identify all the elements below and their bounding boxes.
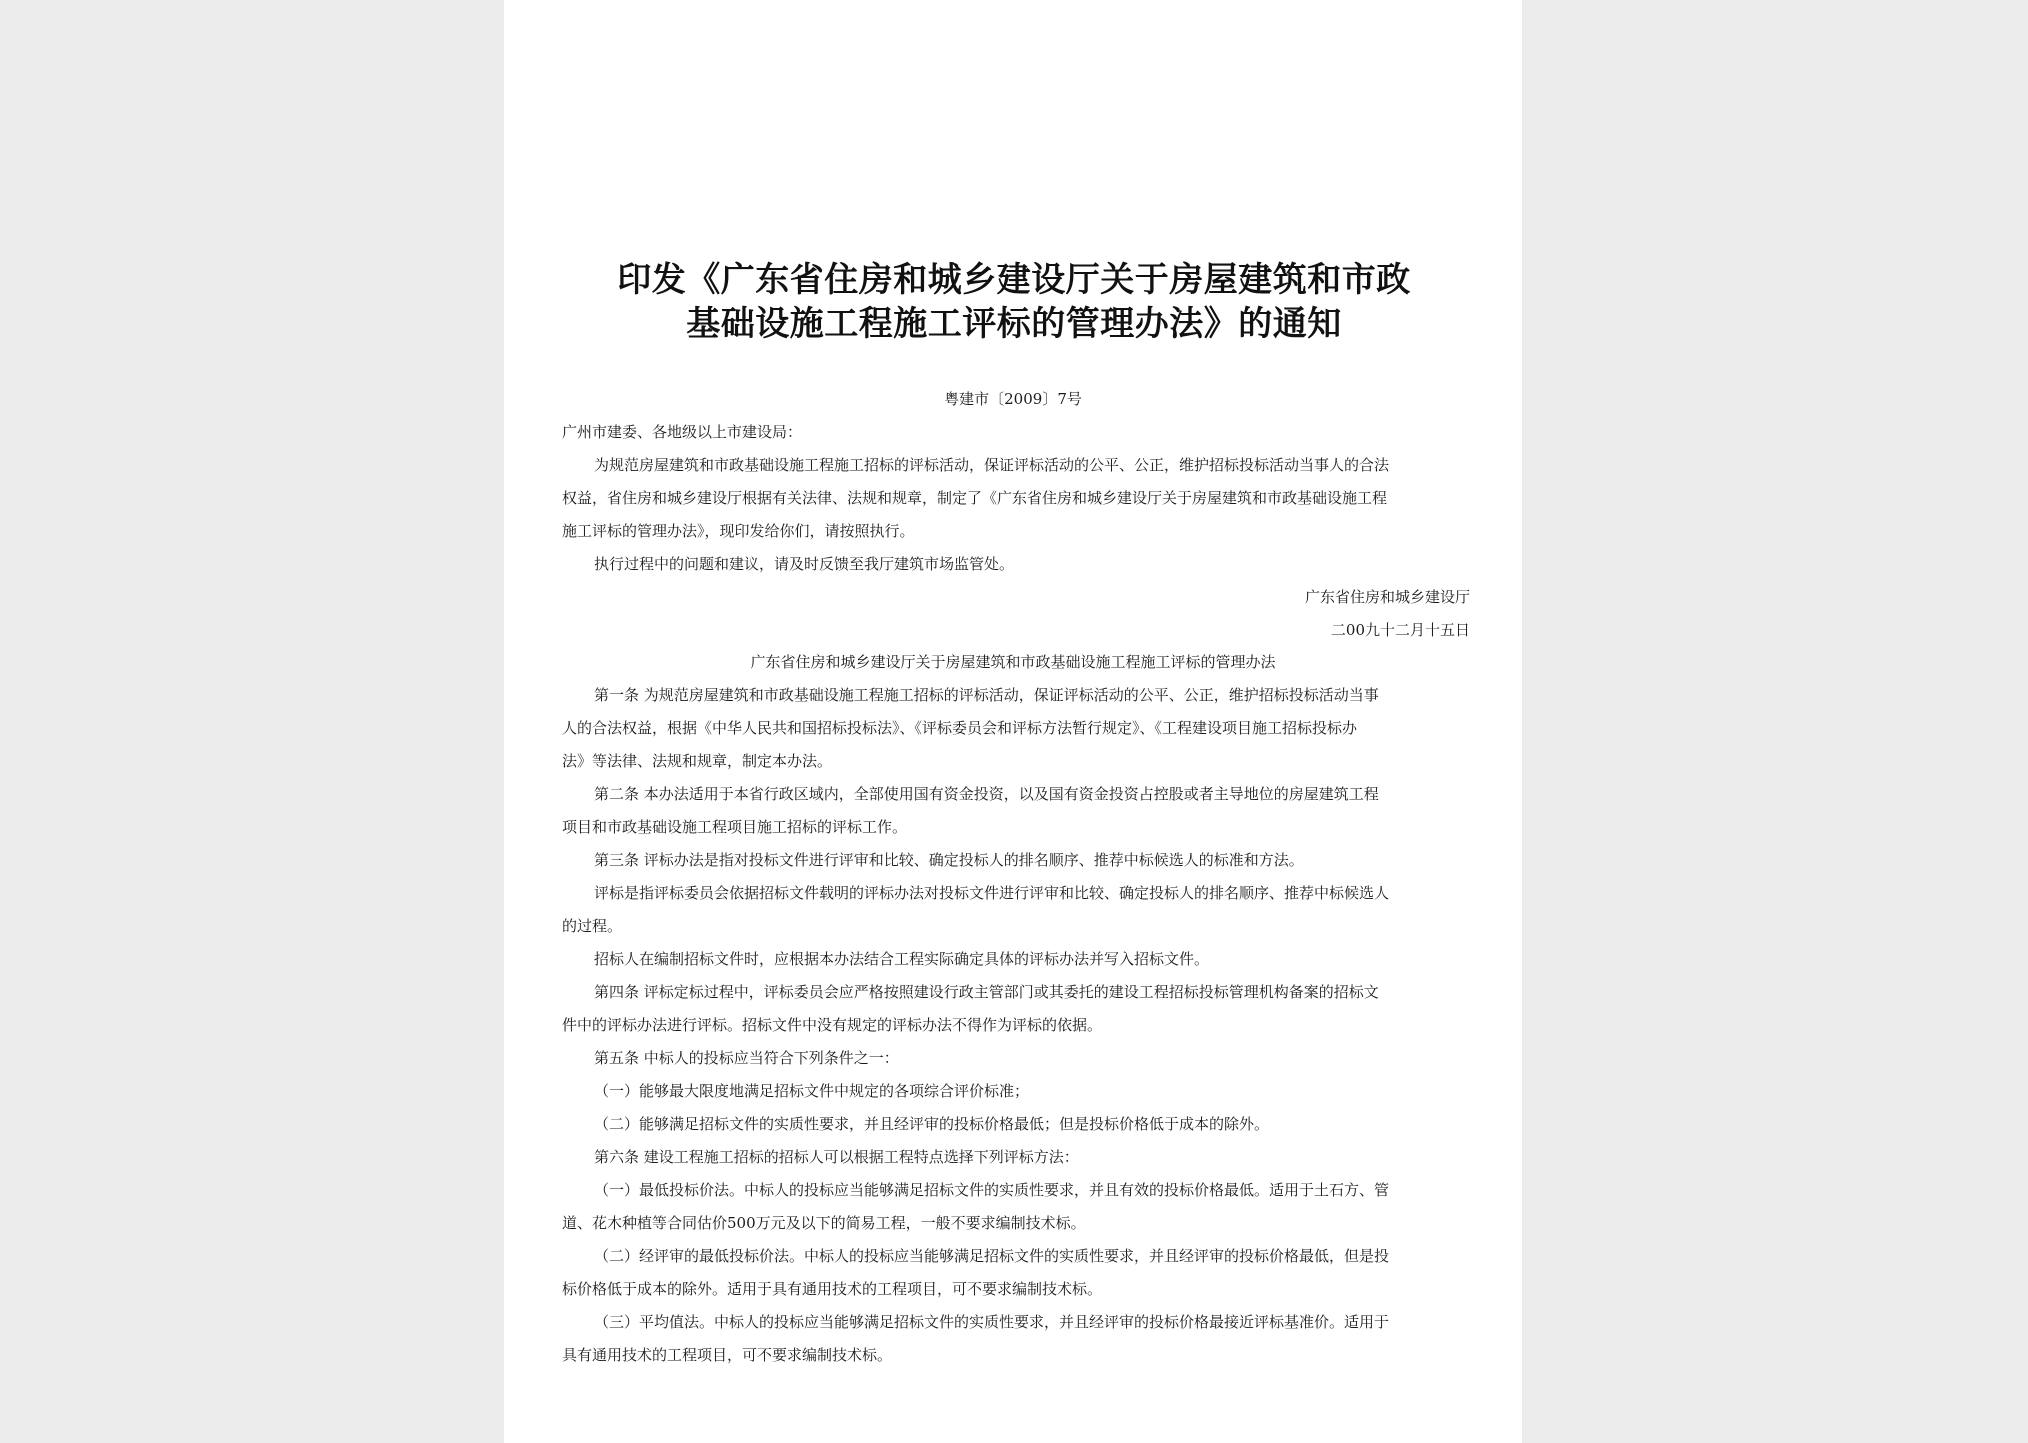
body-line: 第四条 评标定标过程中，评标委员会应严格按照建设行政主管部门或其委托的建设工程招标投标管理机构备案的招标文 xyxy=(594,983,1379,1001)
body-line: 项目和市政基础设施工程项目施工招标的评标工作。 xyxy=(562,818,908,836)
body-line: 人的合法权益，根据《中华人民共和国招标投标法》、《评标委员会和评标方法暂行规定》、《工程建设项目施工招标投标办 xyxy=(562,719,1358,737)
body-line: 第五条 中标人的投标应当符合下列条件之一： xyxy=(594,1049,899,1067)
title-line-1: 印发《广东省住房和城乡建设厅关于房屋建筑和市政 xyxy=(617,260,1411,300)
body-line: （一）最低投标价法。中标人的投标应当能够满足招标文件的实质性要求，并且有效的投标价格最低。适用于土石方、管 xyxy=(594,1181,1390,1199)
body-line: （一）能够最大限度地满足招标文件中规定的各项综合评价标准； xyxy=(594,1082,1030,1100)
body-line: 第二条 本办法适用于本省行政区域内，全部使用国有资金投资，以及国有资金投资占控股或者主导地位的房屋建筑工程 xyxy=(594,785,1379,803)
notice-line: 权益，省住房和城乡建设厅根据有关法律、法规和规章，制定了《广东省住房和城乡建设厅关于房屋建筑和市政基础设施工程 xyxy=(562,489,1388,507)
body-line: （二）能够满足招标文件的实质性要求，并且经评审的投标价格最低；但是投标价格低于成本的除外。 xyxy=(594,1115,1270,1133)
body-line: 的过程。 xyxy=(562,917,623,935)
body-line: 具有通用技术的工程项目，可不要求编制技术标。 xyxy=(562,1346,893,1364)
measures-title: 广东省住房和城乡建设厅关于房屋建筑和市政基础设施工程施工评标的管理办法 xyxy=(750,653,1276,671)
body-line: 件中的评标办法进行评标。招标文件中没有规定的评标办法不得作为评标的依据。 xyxy=(562,1016,1103,1034)
notice-line: 执行过程中的问题和建议，请及时反馈至我厅建筑市场监管处。 xyxy=(594,555,1015,573)
document-page xyxy=(504,0,1522,1443)
body-line: （二）经评审的最低投标价法。中标人的投标应当能够满足招标文件的实质性要求，并且经评审的投标价格最低，但是投 xyxy=(594,1247,1390,1265)
body-line: 评标是指评标委员会依据招标文件载明的评标办法对投标文件进行评审和比较、确定投标人的排名顺序、推荐中标候选人 xyxy=(594,884,1390,902)
body-line: 第六条 建设工程施工招标的招标人可以根据工程特点选择下列评标方法： xyxy=(594,1148,1079,1166)
body-line: 道、花木种植等合同估价500万元及以下的简易工程，一般不要求编制技术标。 xyxy=(562,1214,1086,1232)
notice-line: 施工评标的管理办法》，现印发给你们，请按照执行。 xyxy=(562,522,915,540)
issue-date: 二00九十二月十五日 xyxy=(1330,621,1470,639)
title-line-2: 基础设施工程施工评标的管理办法》的通知 xyxy=(686,304,1342,344)
issuer: 广东省住房和城乡建设厅 xyxy=(1304,588,1470,606)
document-title xyxy=(574,258,1454,346)
body-line: 第三条 评标办法是指对投标文件进行评审和比较、确定投标人的排名顺序、推荐中标候选人的标准和方法。 xyxy=(594,851,1304,869)
addressee: 广州市建委、各地级以上市建设局： xyxy=(562,423,803,441)
body-line: 第一条 为规范房屋建筑和市政基础设施工程施工招标的评标活动，保证评标活动的公平、公正，维护招标投标活动当事 xyxy=(594,686,1379,704)
body-line: （三）平均值法。中标人的投标应当能够满足招标文件的实质性要求，并且经评审的投标价格最接近评标基准价。适用于 xyxy=(594,1313,1390,1331)
body-line: 招标人在编制招标文件时，应根据本办法结合工程实际确定具体的评标办法并写入招标文件。 xyxy=(594,950,1210,968)
body-line: 法》等法律、法规和规章，制定本办法。 xyxy=(562,752,833,770)
document-number: 粤建市〔2009〕7号 xyxy=(944,390,1082,408)
body-line: 标价格低于成本的除外。适用于具有通用技术的工程项目，可不要求编制技术标。 xyxy=(562,1280,1103,1298)
notice-line: 为规范房屋建筑和市政基础设施工程施工招标的评标活动，保证评标活动的公平、公正，维护招标投标活动当事人的合法 xyxy=(594,456,1390,474)
